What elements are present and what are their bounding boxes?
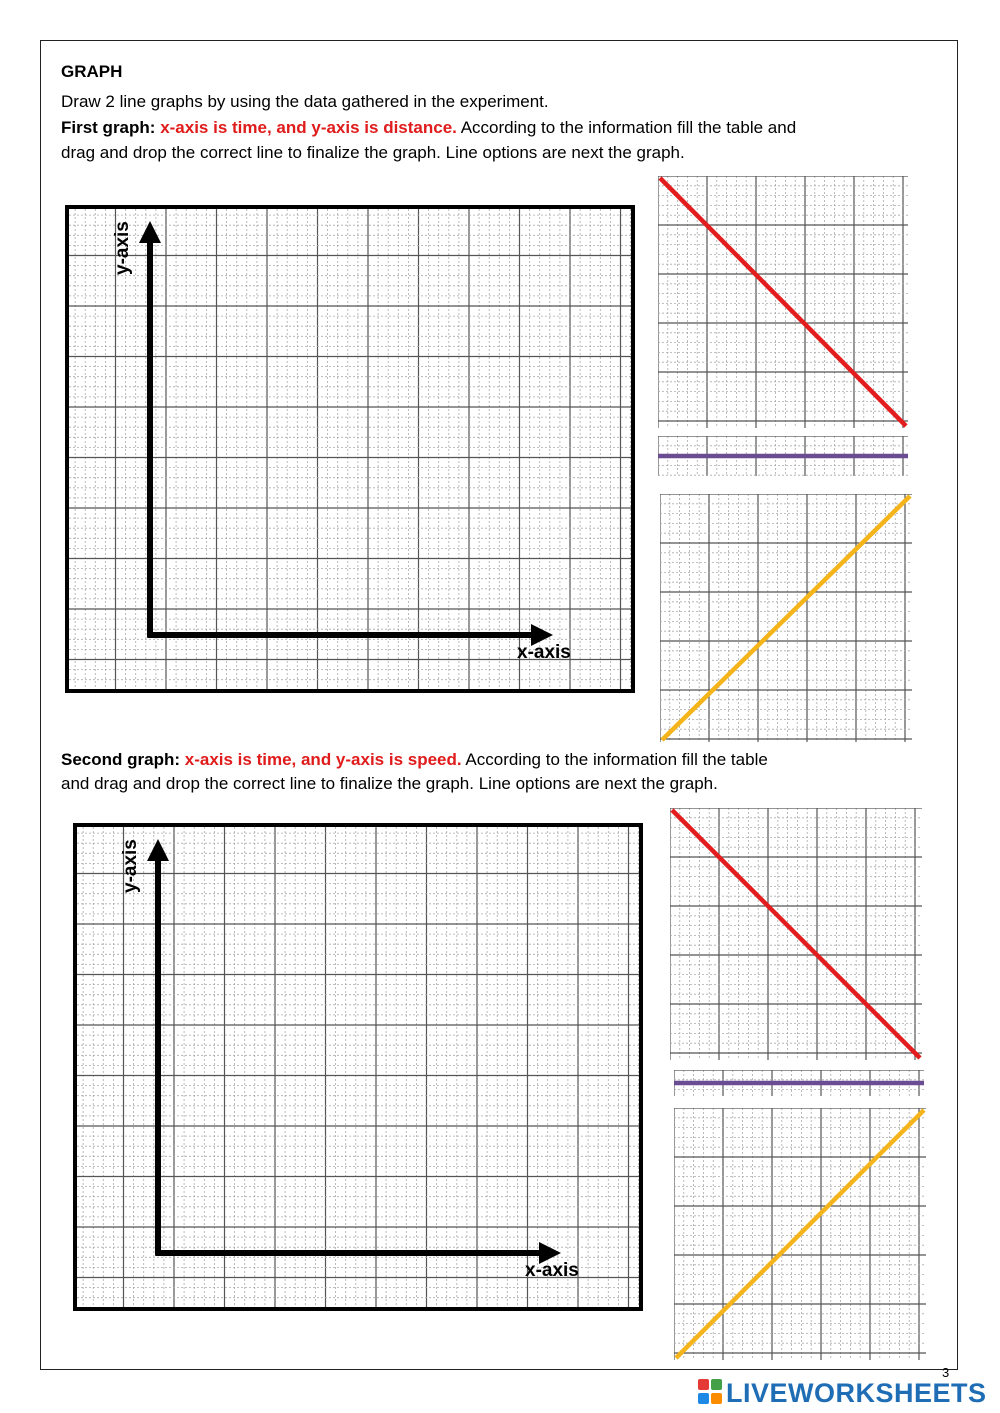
first-graph-instruction-line1: According to the information fill the table and	[460, 118, 797, 137]
first-graph-axes-spec: x-axis is time, and y-axis is distance.	[160, 118, 457, 137]
option-decreasing-line-2[interactable]	[670, 808, 922, 1060]
option-increasing-line-1[interactable]	[660, 494, 912, 742]
option-decreasing-line-1[interactable]	[658, 176, 908, 428]
option-increasing-line-2[interactable]	[674, 1108, 926, 1360]
x-axis-label: x-axis	[517, 642, 571, 663]
y-axis-label: y-axis	[120, 839, 141, 893]
intro-text: Draw 2 line graphs by using the data gathered in the experiment.	[61, 92, 549, 111]
first-graph-label: First graph:	[61, 118, 156, 137]
second-graph-instruction-line2: and drag and drop the correct line to finalize the graph. Line options are next the graph.	[61, 774, 718, 793]
second-graph-instructions	[61, 748, 768, 772]
section-title: GRAPH	[61, 62, 123, 81]
first-graph-instructions	[61, 116, 796, 140]
second-graph-axes-spec: x-axis is time, and y-axis is speed.	[184, 750, 462, 769]
liveworksheets-logo-icon	[698, 1379, 724, 1407]
y-axis-label: y-axis	[112, 221, 133, 275]
second-graph-instruction-line1: According to the information fill the table	[465, 750, 768, 769]
x-axis-label: x-axis	[525, 1260, 579, 1281]
second-graph-label: Second graph:	[61, 750, 181, 769]
first-graph-instruction-line2: drag and drop the correct line to finalize the graph. Line options are next the graph.	[61, 143, 685, 162]
option-constant-line-1[interactable]	[658, 436, 908, 476]
option-constant-line-2[interactable]	[674, 1070, 924, 1096]
brand-name: LIVEWORKSHEETS	[726, 1377, 987, 1408]
first-graph-drop-area[interactable]	[65, 205, 635, 693]
brand-logo-area	[698, 1376, 987, 1410]
second-graph-drop-area[interactable]	[73, 823, 643, 1311]
page-number: 3	[942, 1365, 950, 1380]
